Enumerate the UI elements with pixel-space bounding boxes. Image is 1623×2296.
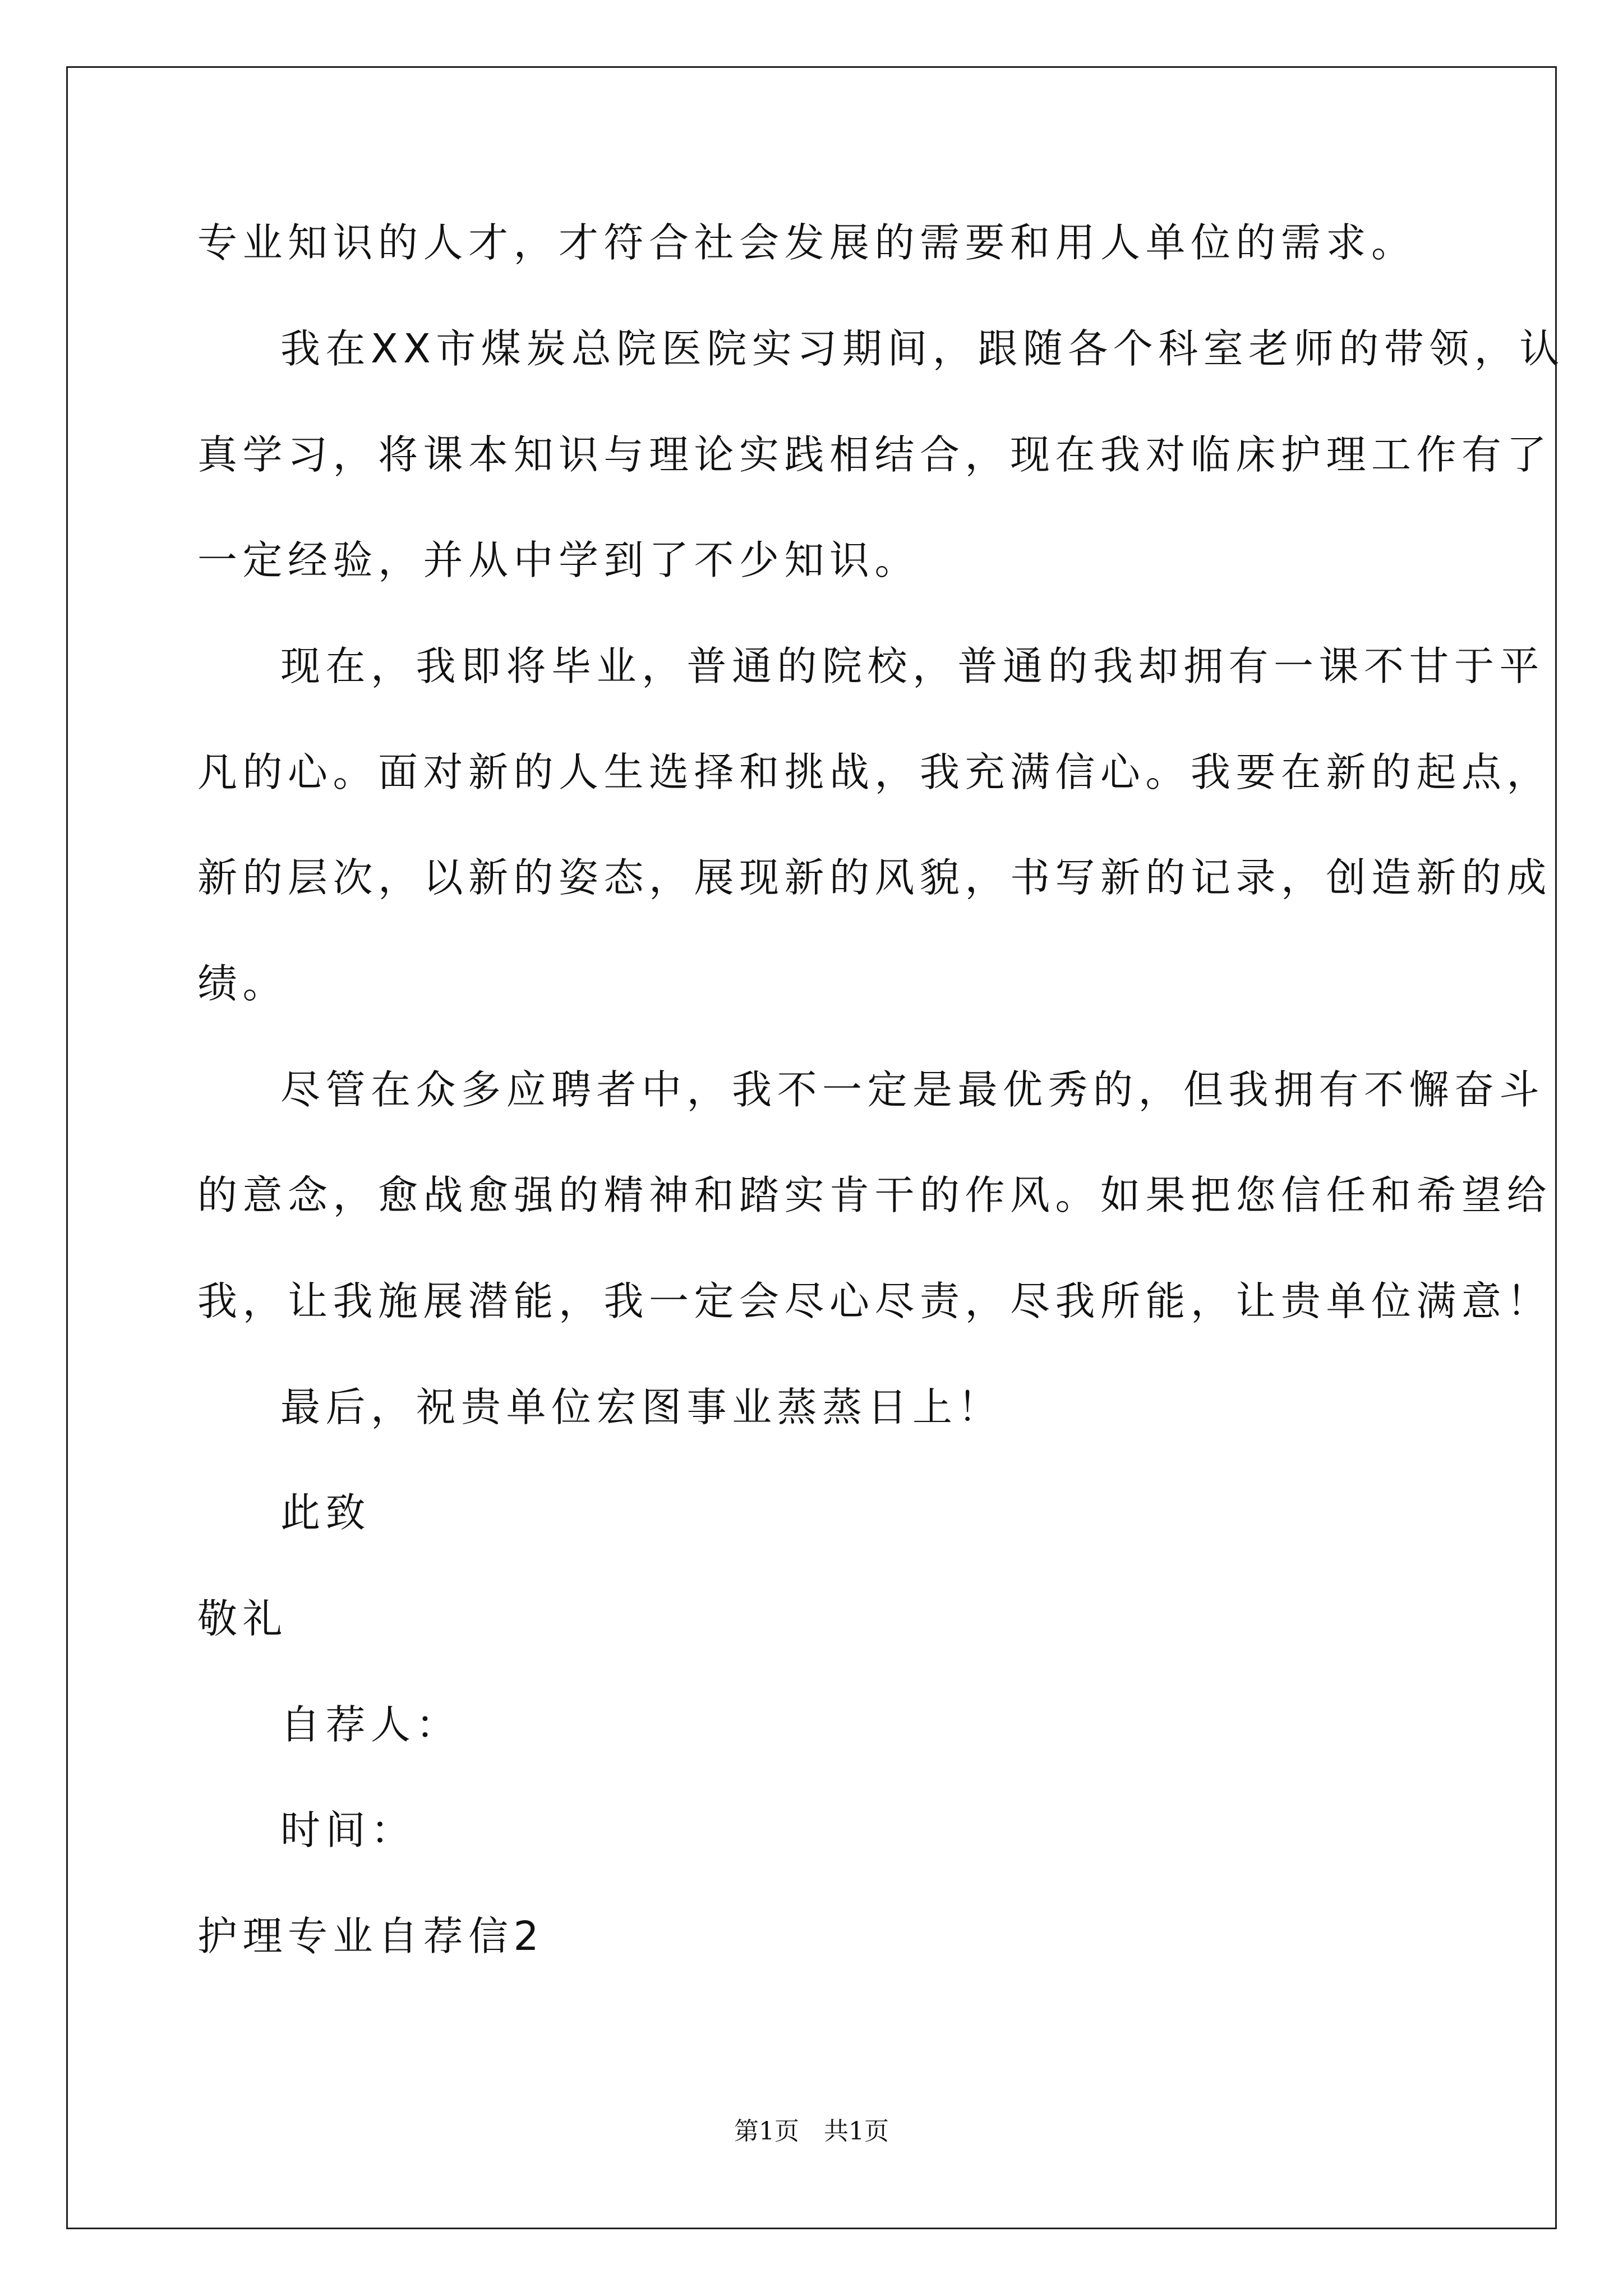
text-line: 凡的心。面对新的人生选择和挑战，我充满信心。我要在新的起点，: [197, 749, 1552, 795]
text-line: 绩。: [197, 960, 288, 1007]
text-line: 我，让我施展潜能，我一定会尽心尽责，尽我所能，让贵单位满意！: [197, 1278, 1552, 1324]
text-line: 的意念，愈战愈强的精神和踏实肯干的作风。如果把您信任和希望给: [197, 1172, 1552, 1218]
text-line: 新的层次，以新的姿态，展现新的风貌，书写新的记录，创造新的成: [197, 854, 1552, 901]
text-line: 一定经验，并从中学到了不少知识。: [197, 537, 920, 583]
section-title: 护理专业自荐信2: [197, 1913, 545, 1959]
salutation: 敬礼: [197, 1595, 288, 1642]
text-line: 我在XX市煤炭总院医院实习期间，跟随各个科室老师的带领，认: [280, 325, 1565, 372]
date-label: 时间：: [280, 1807, 416, 1853]
page-footer: 第1页 共1页: [734, 2117, 889, 2146]
text-line: 现在，我即将毕业，普通的院校，普通的我却拥有一课不甘于平: [280, 643, 1545, 689]
text-line: 真学习，将课本知识与理论实践相结合，现在我对临床护理工作有了: [197, 431, 1552, 478]
text-line: 尽管在众多应聘者中，我不一定是最优秀的，但我拥有不懈奋斗: [280, 1066, 1545, 1113]
page-border: [66, 66, 1557, 2229]
text-line: 最后，祝贵单位宏图事业蒸蒸日上！: [280, 1384, 1003, 1430]
text-line: 专业知识的人才，才符合社会发展的需要和用人单位的需求。: [197, 219, 1417, 266]
closing-line: 此致: [280, 1489, 371, 1536]
signature-label: 自荐人：: [280, 1701, 462, 1748]
